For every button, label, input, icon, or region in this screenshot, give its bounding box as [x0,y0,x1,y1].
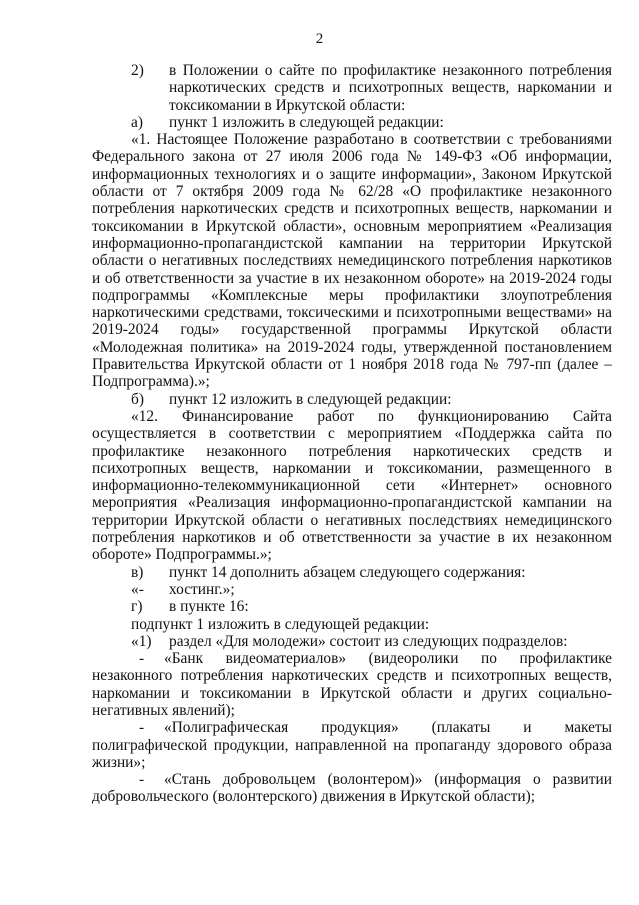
paragraph-dash-video [92,650,612,719]
paragraph-dash-volunteer [92,771,612,806]
paragraph-subpoint: подпункт 1 изложить в следующей редакции: [131,615,430,633]
item-marker: «- [131,580,144,598]
dash-text: «Стань добровольцем (волонтером)» (информация о развитии добровольческого (волонтерского) движения в Иркутской области); [92,771,612,806]
item-marker: а) [131,113,143,131]
item-text: пункт 12 изложить в следующей редакции: [169,390,452,408]
item-marker: б) [131,390,144,408]
paragraph-item-g [92,598,612,615]
item-marker: в) [131,563,144,581]
item-marker: г) [131,598,143,616]
document-body [92,62,612,806]
paragraph-item-v [92,564,612,581]
paragraph-item-2 [92,62,612,114]
item-marker: 2) [131,62,144,79]
dash-text: «Банк видеоматериалов» (видеоролики по профилактике незаконного потребления наркотических средств и психотропных веществ, наркомании и токсикомании в Иркутской области и других социально-негативных явлений); [92,650,612,719]
paragraph-item-1 [92,633,612,650]
item-text: хостинг.»; [169,580,235,598]
item-text: раздел «Для молодежи» состоит из следующих подразделов: [169,632,568,650]
item-text: пункт 1 изложить в следующей редакции: [169,113,444,131]
dash-marker: - [139,650,145,668]
dash-marker: - [139,771,145,789]
paragraph-item-hosting [92,581,612,598]
dash-marker: - [139,719,145,737]
dash-text: «Полиграфическая продукция» (плакаты и макеты полиграфической продукции, направленной на пропаганду здорового образа жизни»; [92,719,612,771]
page-number: 2 [315,31,324,47]
item-text: в Положении о сайте по профилактике незаконного потребления наркотических средств и психотропных веществ, наркомании и токсикомании в Иркутской области: [169,62,612,114]
paragraph-quote-1: «1. Настоящее Положение разработано в соответствии с требованиями Федерального закона от 27 июля 2006 года № 149-ФЗ «Об информации, информационных технологиях и о защите информации», Законом Иркутской области от 7 октября 2009 года № 62/28 «О профилактике незаконного потребления наркотических средств и психотропных веществ, наркомании и токсикомании в Иркутской области», основным мероприятием «Реализация информационно-пропагандистской кампании на территории Иркутской области о негативных последствиях немедицинского потребления наркотиков и об ответственности за участие в их незаконном обороте» на 2019-2024 годы подпрограммы «Комплексные меры профилактики злоупотребления наркотическими средствами, токсическими и психотропными веществами» на 2019-2024 годы» государственной программы Иркутской области «Молодежная политика» на 2019-2024 годы, утвержденной постановлением Правительства Иркутской области от 1 ноября 2018 года № 797-пп (далее – Подпрограмма).»; [92,131,612,391]
item-text: пункт 14 дополнить абзацем следующего содержания: [169,563,526,581]
item-marker: «1) [131,632,152,650]
paragraph-dash-print [92,719,612,771]
paragraph-item-b [92,391,612,408]
item-text: в пункте 16: [169,598,249,616]
paragraph-item-a [92,114,612,131]
paragraph-quote-12: «12. Финансирование работ по функционированию Сайта осуществляется в соответствии с мероприятием «Поддержка сайта по профилактике незаконного потребления наркотических средств и психотропных веществ, наркомании и токсикомании, размещенного в информационно-телекоммуникационной сети «Интернет» основного мероприятия «Реализация информационно-пропагандистской кампании на территории Иркутской области о негативных последствиях немедицинского потребления наркотиков и об ответственности за участие в их незаконном обороте» Подпрограммы.»; [92,407,612,564]
